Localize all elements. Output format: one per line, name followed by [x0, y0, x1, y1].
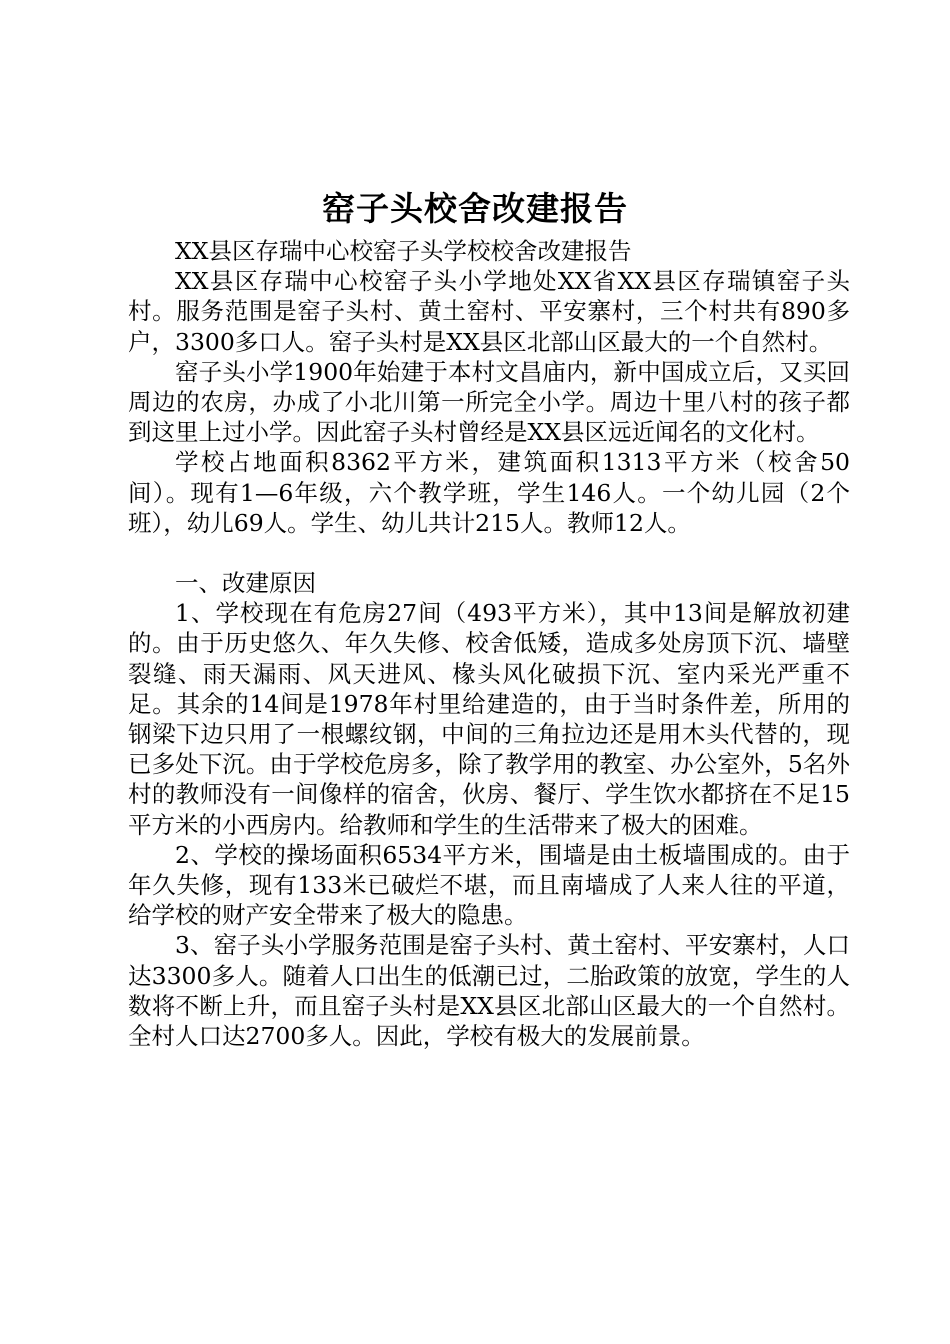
section-heading: 一、改建原因	[175, 569, 316, 598]
history-paragraph: 窑子头小学1900年始建于本村文昌庙内，新中国成立后，又买回周边的农房，办成了小北川第一所完全小学。周边十里八村的孩子都到这里上过小学。因此窑子头村曾经是XX县区远近闻名的文化村。	[128, 357, 850, 447]
subtitle-paragraph: XX县区存瑞中心校窑子头学校校舍改建报告	[175, 237, 632, 265]
reason-1-paragraph: 1、学校现在有危房27间（493平方米），其中13间是解放初建的。由于历史悠久、年久失修、校舍低矮，造成多处房顶下沉、墙壁裂缝、雨天漏雨、风天进风、椽头风化破损下沉、室内采光严重不足。其余的14间是1978年村里给建造的，由于当时条件差，所用的钢梁下边只用了一根螺纹钢，中间的三角拉边还是用木头代替的，现已多处下沉。由于学校危房多，除了教学用的教室、办公室外，5名外村的教师没有一间像样的宿舍，伙房、餐厅、学生饮水都挤在不足15平方米的小西房内。给教师和学生的生活带来了极大的困难。	[128, 599, 850, 839]
facilities-paragraph: 学校占地面积8362平方米，建筑面积1313平方米（校舍50间）。现有1—6年级，六个教学班，学生146人。一个幼儿园（2个班），幼儿69人。学生、幼儿共计215人。教师12人。	[128, 448, 850, 537]
reason-3-paragraph: 3、窑子头小学服务范围是窑子头村、黄土窑村、平安寨村，人口达3300多人。随着人口出生的低潮已过，二胎政策的放宽，学生的人数将不断上升，而且窑子头村是XX县区北部山区最大的一个自然村。全村人口达2700多人。因此，学校有极大的发展前景。	[128, 931, 850, 1051]
paragraph-spacer	[128, 538, 850, 568]
reason-2-paragraph: 2、学校的操场面积6534平方米，围墙是由土板墙围成的。由于年久失修，现有133米已破烂不堪，而且南墙成了人来人往的平道，给学校的财产安全带来了极大的隐患。	[128, 840, 850, 930]
document-title: 窑子头校舍改建报告	[322, 189, 628, 228]
document-body	[128, 236, 850, 1051]
intro-paragraph: XX县区存瑞中心校窑子头小学地处XX省XX县区存瑞镇窑子头村。服务范围是窑子头村、黄土窑村、平安寨村，三个村共有890多户，3300多口人。窑子头村是XX县区北部山区最大的一个自然村。	[128, 267, 850, 356]
